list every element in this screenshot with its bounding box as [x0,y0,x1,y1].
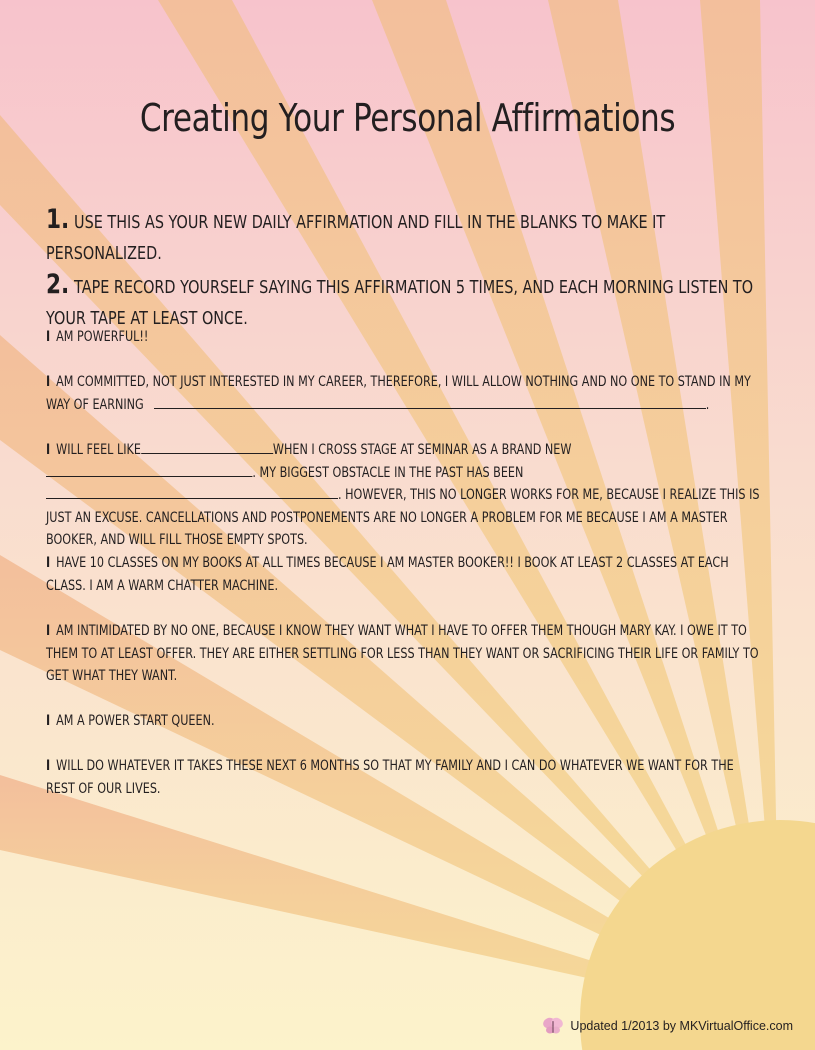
affirmation-powerful [46,326,766,349]
instruction-item [46,269,776,334]
instruction-item [46,204,776,269]
instruction-number: 2. [46,269,70,300]
affirmation-text: . [252,464,256,481]
affirmation-text: WILL DO WHATEVER IT TAKES THESE NEXT 6 MONTHS SO THAT MY FAMILY AND I CAN DO WHATEVER WE WANT FOR THE REST OF OUR LIVES. [46,758,734,797]
bullet: I [46,374,51,390]
earning-blank[interactable] [154,394,706,409]
bullet: I [46,555,51,571]
affirmation-text: WILL FEEL LIKE [56,442,141,458]
affirmation-text: AM INTIMIDATED BY NO ONE, BECAUSE I KNOW THEY WANT WHAT I HAVE TO OFFER THEM THOUGH MARY KAY. I OWE IT TO THEM TO AT LEAST OFFER. THEY ARE EITHER SETTLING FOR LESS THAN THEY WANT OR SACRIFICING THEIR LIFE OR FAMILY TO GET WHAT THEY WANT. [46,623,759,684]
affirmation-text: AM POWERFUL!! [56,329,149,345]
affirmation-text: . HOWEVER, THIS NO LONGER WORKS FOR ME, BECAUSE I REALIZE THIS IS JUST AN EXCUSE. CANCELLATIONS AND POSTPONEMENTS ARE NO LONGER A PROBLEM FOR ME BECAUSE I AM A MASTER BOOKER, AND WILL FILL THOSE EMPTY SPOTS. [46,487,760,548]
butterfly-icon [542,1016,564,1036]
bullet: I [46,623,51,639]
instructions-list [46,204,776,334]
obstacle-blank[interactable] [46,484,338,499]
affirmation-intimidated [46,620,766,688]
affirmation-text: WHEN I CROSS STAGE AT SEMINAR AS A BRAND NEW [272,442,572,458]
affirmation-classes [46,552,766,597]
instruction-number: 1. [46,204,70,235]
feeling-blank[interactable] [141,439,273,454]
affirmation-power-start [46,710,766,733]
affirmation-text: HAVE 10 CLASSES ON MY BOOKS AT ALL TIMES BECAUSE I AM MASTER BOOKER!! I BOOK AT LEAST 2 CLASSES AT EACH CLASS. I AM A WARM CHATTER MACHINE. [46,555,729,594]
page-title: Creating Your Personal Affirmations [139,96,676,140]
instruction-text: TAPE RECORD YOURSELF SAYING THIS AFFIRMATION 5 TIMES, AND EACH MORNING LISTEN TO YOUR TAPE AT LEAST ONCE. [46,277,754,329]
footer-text: Updated 1/2013 by MKVirtualOffice.com [570,1019,793,1033]
affirmation-committed [46,371,766,416]
affirmation-text: MY BIGGEST OBSTACLE IN THE PAST HAS BEEN [259,464,524,481]
title-blank[interactable] [46,462,252,477]
affirmation-feel-like [46,439,766,552]
affirmation-text: AM COMMITTED, NOT JUST INTERESTED IN MY CAREER, THEREFORE, I WILL ALLOW NOTHING AND NO ONE TO STAND IN MY WAY OF EARNING [46,374,751,413]
affirmation-text: AM A POWER START QUEEN. [56,713,215,729]
affirmation-whatever-it-takes [46,755,766,800]
bullet: I [46,713,51,729]
footer [542,1016,793,1036]
bullet: I [46,758,51,774]
bullet: I [46,442,51,458]
instruction-text: USE THIS AS YOUR NEW DAILY AFFIRMATION AND FILL IN THE BLANKS TO MAKE IT PERSONALIZED. [46,212,666,264]
affirmation-text: . [705,396,710,413]
bullet: I [46,329,51,345]
